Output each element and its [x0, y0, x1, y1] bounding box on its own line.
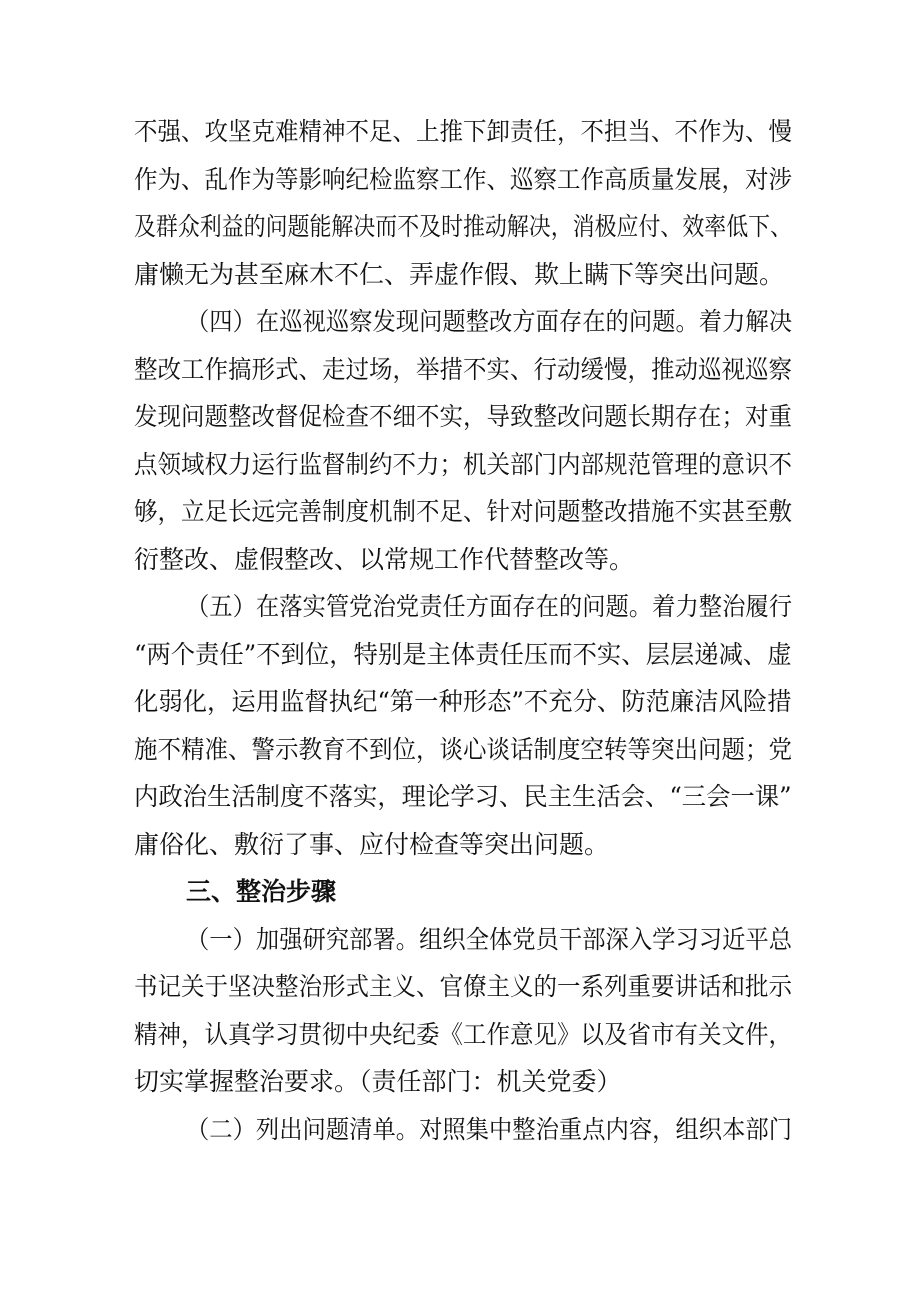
section-heading: 三、整治步骤: [186, 877, 337, 906]
text-line: 施不精准、警示教育不到位，谈心谈话制度空转等突出问题；党: [134, 735, 793, 764]
text-line: 点领域权力运行监督制约不力；机关部门内部规范管理的意识不: [134, 450, 793, 479]
paragraph-start-line: （五）在落实管党治党责任方面存在的问题。着力整治履行: [186, 592, 793, 621]
text-line: 发现问题整改督促检查不细不实，导致整改问题长期存在；对重: [134, 402, 793, 431]
text-line: 够，立足长远完善制度机制不足、针对问题整改措施不实甚至敷: [134, 497, 793, 526]
text-line: 及群众利益的问题能解决而不及时推动解决，消极应付、效率低下、: [134, 212, 793, 241]
text-line: 内政治生活制度不落实，理论学习、民主生活会、“三会一课”: [134, 782, 792, 811]
paragraph-start-line: （四）在巡视巡察发现问题整改方面存在的问题。着力解决: [186, 307, 793, 336]
text-line: 切实掌握整治要求。（责任部门：机关党委）: [134, 1067, 622, 1096]
text-line: 整改工作搞形式、走过场，举措不实、行动缓慢，推动巡视巡察: [134, 355, 793, 384]
text-line: 不强、攻坚克难精神不足、上推下卸责任，不担当、不作为、慢: [134, 117, 793, 146]
text-line: 庸懒无为甚至麻木不仁、弄虚作假、欺上瞒下等突出问题。: [134, 260, 785, 289]
text-line: 庸俗化、敷衍了事、应付检查等突出问题。: [134, 830, 610, 859]
text-line: “两个责任”不到位，特别是主体责任压而不实、层层递减、虚: [134, 640, 792, 669]
text-line: 作为、乱作为等影响纪检监察工作、巡察工作高质量发展，对涉: [134, 165, 793, 194]
text-line: 书记关于坚决整治形式主义、官僚主义的一系列重要讲话和批示: [134, 972, 793, 1001]
text-line: 精神，认真学习贯彻中央纪委《工作意见》以及省市有关文件，: [134, 1020, 793, 1049]
text-line: 衍整改、虚假整改、以常规工作代替整改等。: [134, 545, 635, 574]
text-line: 化弱化，运用监督执纪“第一种形态”不充分、防范廉洁风险措: [134, 687, 792, 716]
paragraph-start-line: （一）加强研究部署。组织全体党员干部深入学习习近平总: [186, 925, 793, 954]
paragraph-start-line: （二）列出问题清单。对照集中整治重点内容，组织本部门: [186, 1115, 793, 1144]
